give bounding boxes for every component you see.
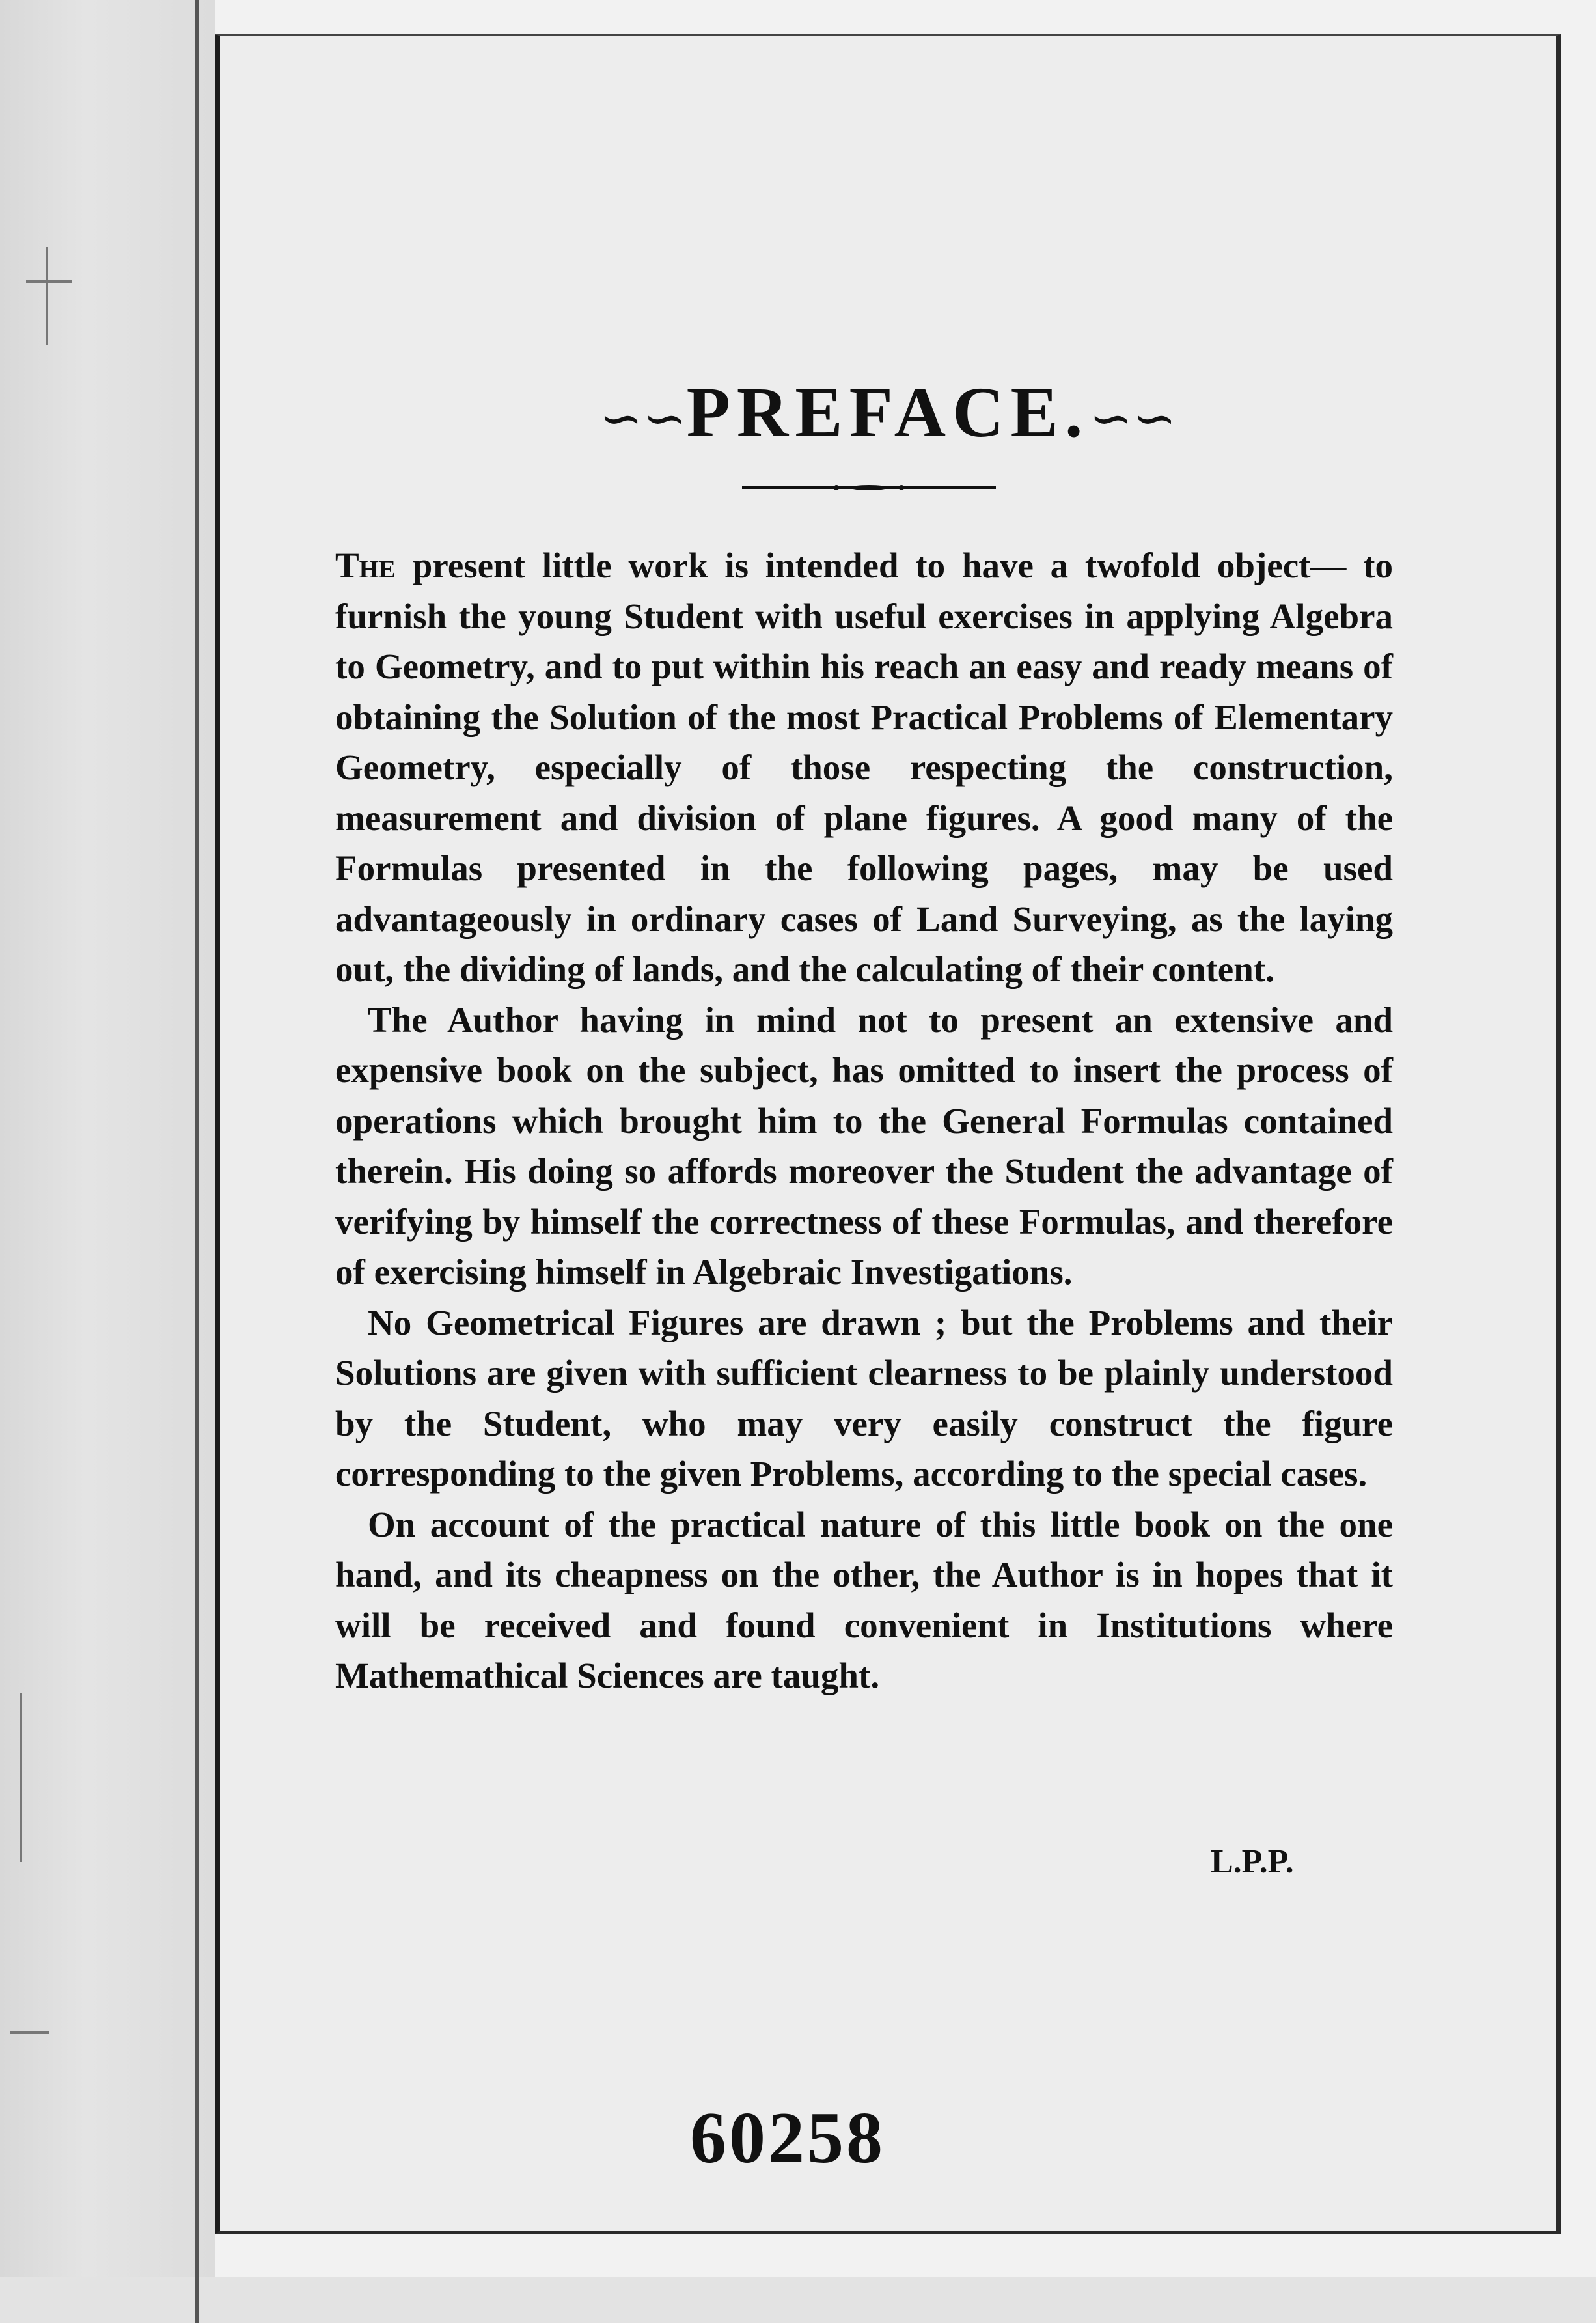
- title-block: [215, 371, 1561, 454]
- margin-mark: [46, 247, 48, 345]
- paragraph-1: [335, 540, 1393, 995]
- lead-word: The: [335, 546, 396, 585]
- title-text: PREFACE.: [686, 372, 1090, 452]
- catalog-number-stamp: 60258: [690, 2098, 885, 2178]
- binding-gutter-line: [195, 0, 199, 2323]
- preface-body: [335, 540, 1393, 1701]
- margin-mark: [20, 1693, 22, 1862]
- left-scan-margin: [0, 0, 215, 2323]
- paragraph-3: No Geometrical Figures are drawn ; but the Problems and their Solutions are given with sufficient clearness to be plainly understood by the Student, who may very easily construct the figure corresponding to the given Problems, according to the special cases.: [335, 1302, 1393, 1494]
- margin-mark: [26, 280, 72, 283]
- title-flourish-right: ∽∽: [1089, 388, 1177, 449]
- margin-mark: [10, 2031, 49, 2034]
- title-flourish-left: ∽∽: [599, 388, 687, 449]
- bottom-scan-margin: [0, 2277, 1596, 2323]
- paragraph-4: On account of the practical nature of this little book on the one hand, and its cheapness on the other, the Author is in hopes that it will be received and found convenient in Institutions where Mathemathical Sciences are taught.: [335, 1504, 1393, 1695]
- ornamental-divider: [742, 485, 996, 490]
- paragraph-text: present little work is intended to have a twofold object— to furnish the young Student with useful exercises in applying Algebra to Geometry, and to put within his reach an easy and ready means of obtaining the Solution of the most Practical Problems of Elementary Geometry, especially of those respecting the construction, measurement and division of plane figures. A good many of the Formulas presented in the following pages, may be used advantageously in ordinary cases of Land Surveying, as the laying out, the dividing of lands, and the calculating of their content.: [335, 546, 1393, 989]
- paragraph-2: The Author having in mind not to present an extensive and expensive book on the subject, has omitted to insert the process of operations which brought him to the General Formulas contained therein. His doing so affords moreover the Student the advantage of verifying by himself the correctness of these Formulas, and therefore of exercising himself in Algebraic Investigations.: [335, 999, 1393, 1292]
- author-signature: L.P.P.: [1211, 1843, 1294, 1880]
- page-title: [599, 371, 1177, 454]
